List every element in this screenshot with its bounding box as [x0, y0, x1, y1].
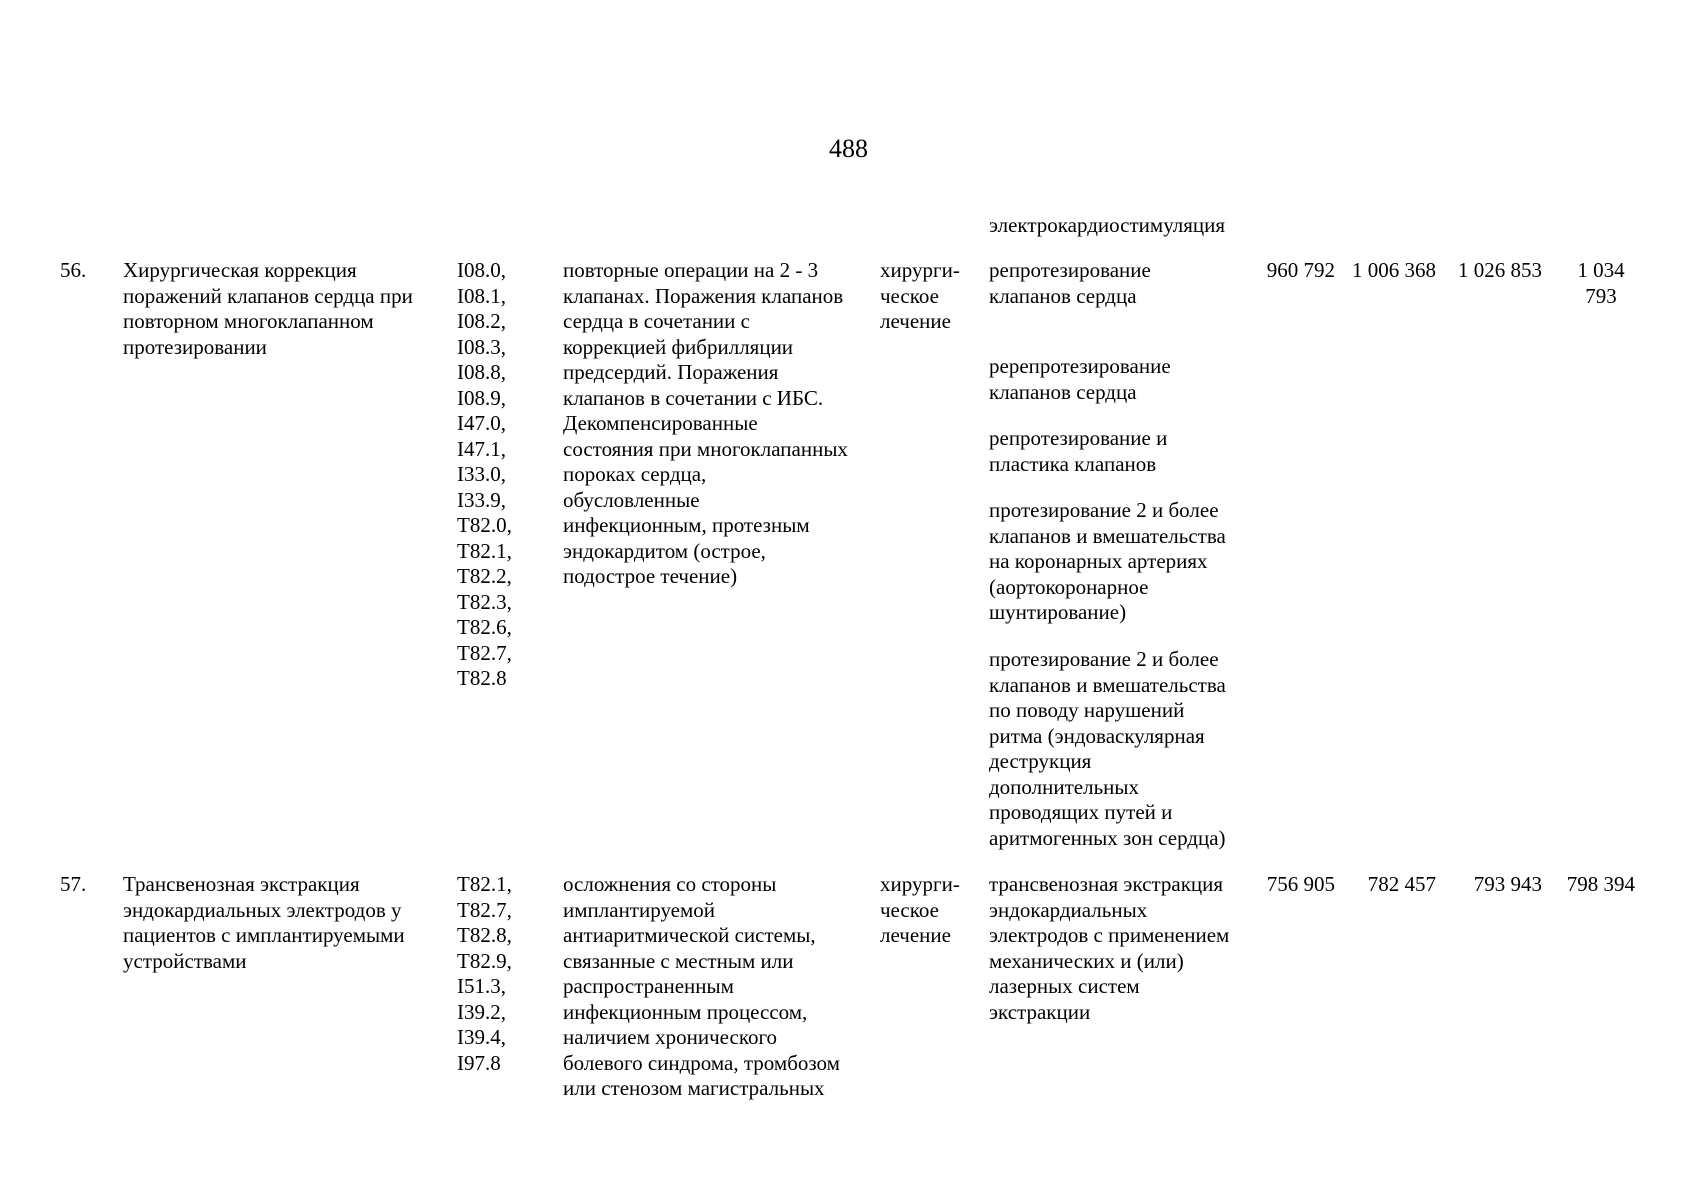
row-method: трансвенозная экстракция эндокардиальных электродов с применением механических и (или) лазерных систем экстракции: [989, 872, 1230, 1024]
row-value: 793 943: [1473, 872, 1542, 896]
carryover-method: электрокардиостимуляция: [989, 213, 1226, 237]
row-method: репротезирование клапанов сердца: [989, 258, 1151, 308]
row-value: 960 792: [1266, 258, 1335, 282]
row-value: 1 006 368: [1352, 258, 1436, 282]
row-name: Трансвенозная экстракция эндокардиальных электродов у пациентов с имплантируемыми устройствами: [123, 872, 405, 973]
row-number: 57.: [60, 872, 87, 896]
row-value: 798 394: [1566, 872, 1635, 896]
page-number: 488: [829, 134, 868, 163]
row-codes: T82.1, T82.7, T82.8, T82.9, I51.3, I39.2, I39.4, I97.8: [457, 872, 512, 1075]
row-value: 1 034 793: [1577, 258, 1625, 308]
row-value: 756 905: [1266, 872, 1335, 896]
row-method: ререпротезирование клапанов сердца: [989, 354, 1171, 404]
row-number: 56.: [60, 258, 87, 282]
row-patient-model: осложнения со стороны имплантируемой антиаритмической системы, связанные с местным или распространенным инфекционным процессом, наличием хронического болевого синдрома, тромбозом или стенозом магистральных: [563, 872, 840, 1100]
row-patient-model: повторные операции на 2 - 3 клапанах. Поражения клапанов сердца в сочетании с коррекцией фибрилляции предсердий. Поражения клапанов в сочетании с ИБС. Декомпенсированные состояния при многоклапанных пороках сердца, обусловленные инфекционным, протезным эндокардитом (острое, подострое течение): [563, 258, 848, 588]
row-treatment-type: хирурги- ческое лечение: [880, 258, 960, 333]
row-method: протезирование 2 и более клапанов и вмешательства на коронарных артериях (аортокоронарное шунтирование): [989, 498, 1226, 624]
row-method: репротезирование и пластика клапанов: [989, 426, 1168, 476]
row-value: 1 026 853: [1458, 258, 1542, 282]
row-treatment-type: хирурги- ческое лечение: [880, 872, 960, 947]
row-name: Хирургическая коррекция поражений клапанов сердца при повторном многоклапанном протезировании: [123, 258, 413, 359]
row-method: протезирование 2 и более клапанов и вмешательства по поводу нарушений ритма (эндоваскулярная деструкция дополнительных проводящих путей и аритмогенных зон сердца): [989, 647, 1226, 850]
row-value: 782 457: [1367, 872, 1436, 896]
row-codes: I08.0, I08.1, I08.2, I08.3, I08.8, I08.9, I47.0, I47.1, I33.0, I33.9, T82.0, T82.1, T82.2, T82.3, T82.6, T82.7, T82.8: [457, 258, 512, 690]
